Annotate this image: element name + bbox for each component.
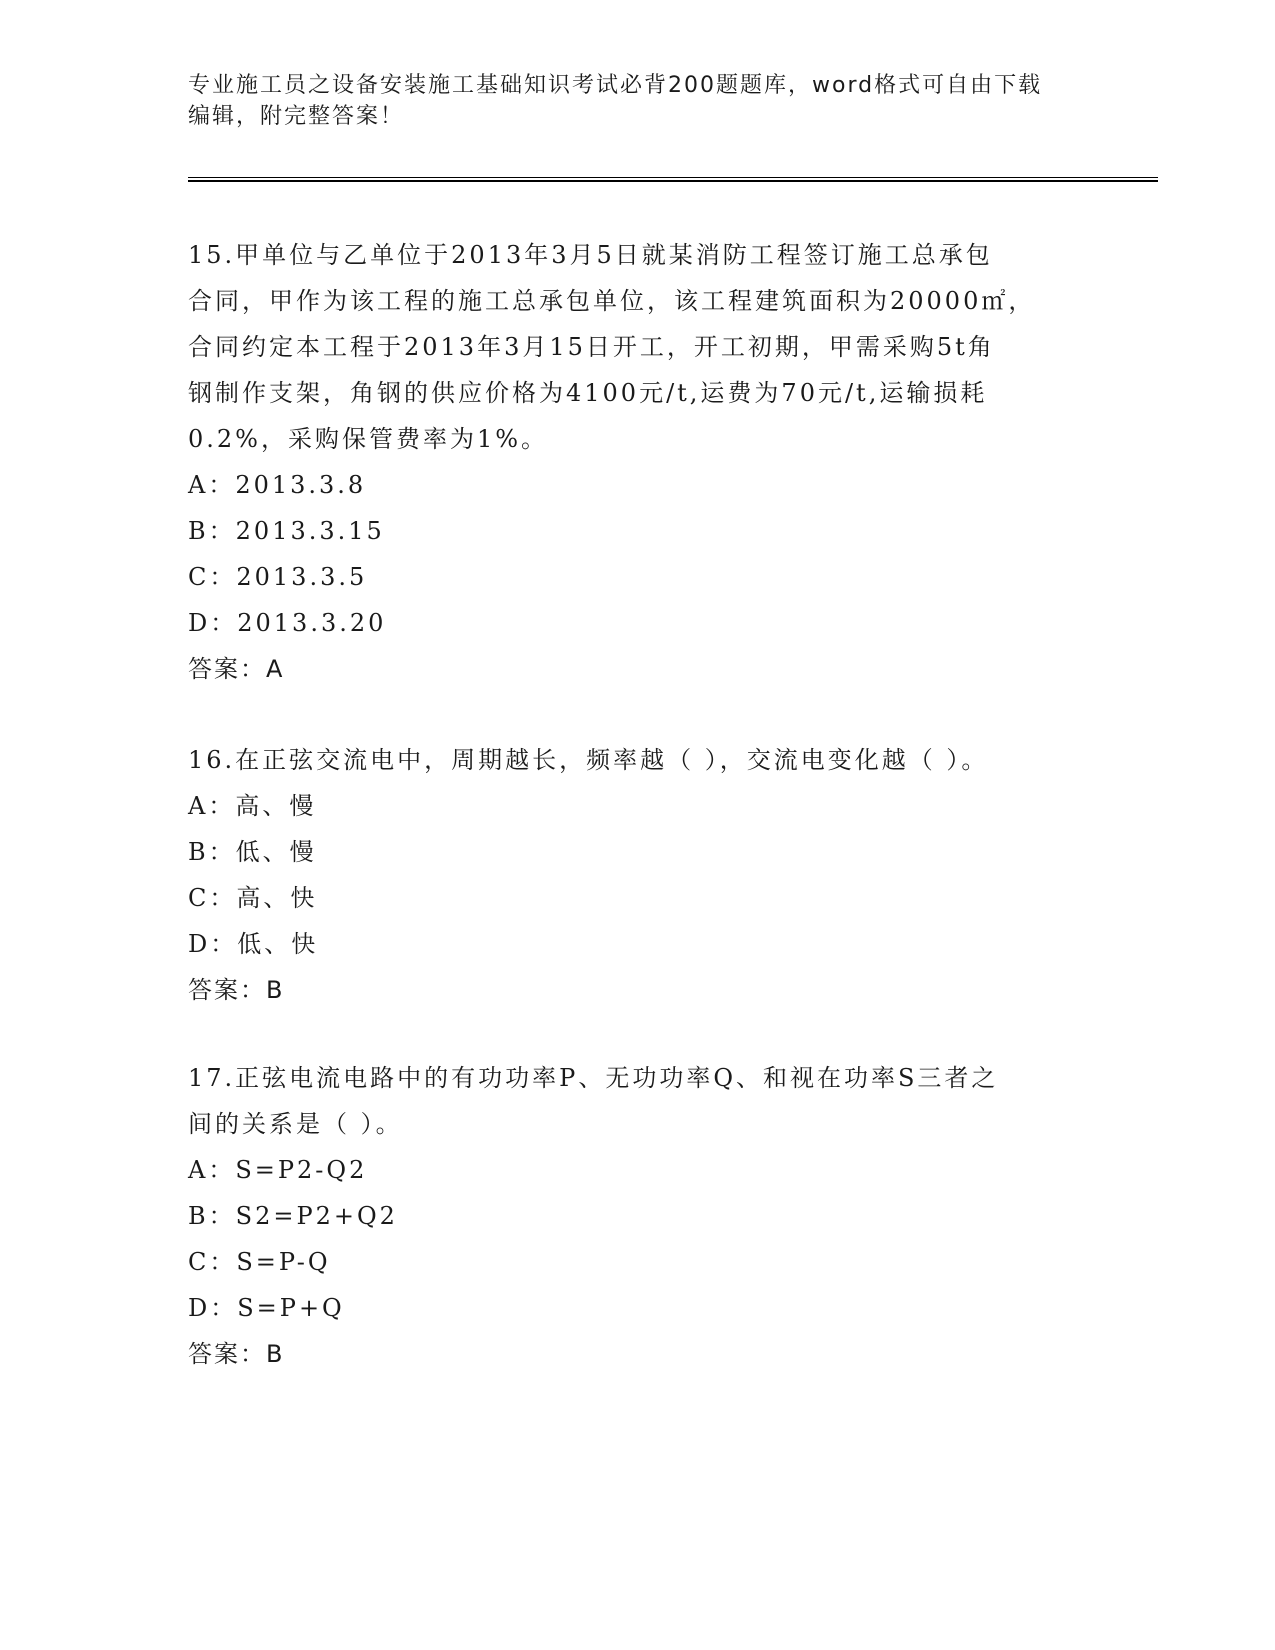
option-c: C：2013.3.5 xyxy=(188,563,368,591)
option-a: A：2013.3.8 xyxy=(188,471,367,499)
answer-label: 答案：B xyxy=(188,976,285,1004)
question-16 xyxy=(188,737,1088,1013)
question-text-line: 合同，甲作为该工程的施工总承包单位，该工程建筑面积为20000㎡， xyxy=(188,287,1036,315)
header-title-line-2: 编辑，附完整答案！ xyxy=(188,104,405,129)
option-d: D：S=P+Q xyxy=(188,1294,345,1322)
question-15 xyxy=(188,232,1088,692)
page-header xyxy=(188,70,1068,132)
header-title-line-1: 专业施工员之设备安装施工基础知识考试必背200题题库，word格式可自由下载 xyxy=(188,73,1043,98)
question-text-line: 合同约定本工程于2013年3月15日开工，开工初期，甲需采购5t角 xyxy=(188,333,995,361)
answer-label: 答案：A xyxy=(188,655,285,683)
question-text-line: 钢制作支架，角钢的供应价格为4100元/t,运费为70元/t,运输损耗 xyxy=(188,379,988,407)
header-divider xyxy=(188,177,1158,182)
question-text-line: 17.正弦电流电路中的有功功率P、无功功率Q、和视在功率S三者之 xyxy=(188,1064,999,1092)
question-text-line: 16.在正弦交流电中，周期越长，频率越（ ），交流电变化越（ ）。 xyxy=(188,746,989,774)
question-17 xyxy=(188,1055,1088,1377)
option-c: C：高、快 xyxy=(188,884,318,912)
question-text-line: 间的关系是（ ）。 xyxy=(188,1110,403,1138)
option-b: B：低、慢 xyxy=(188,838,317,866)
option-d: D：2013.3.20 xyxy=(188,609,387,637)
option-c: C：S=P-Q xyxy=(188,1248,331,1276)
question-text-line: 0.2%，采购保管费率为1%。 xyxy=(188,425,549,453)
question-text-line: 15.甲单位与乙单位于2013年3月5日就某消防工程签订施工总承包 xyxy=(188,241,993,269)
option-b: B：2013.3.15 xyxy=(188,517,385,545)
option-d: D：低、快 xyxy=(188,930,319,958)
option-b: B：S2=P2+Q2 xyxy=(188,1202,398,1230)
option-a: A：高、慢 xyxy=(188,792,317,820)
answer-label: 答案：B xyxy=(188,1340,285,1368)
option-a: A：S=P2-Q2 xyxy=(188,1156,368,1184)
